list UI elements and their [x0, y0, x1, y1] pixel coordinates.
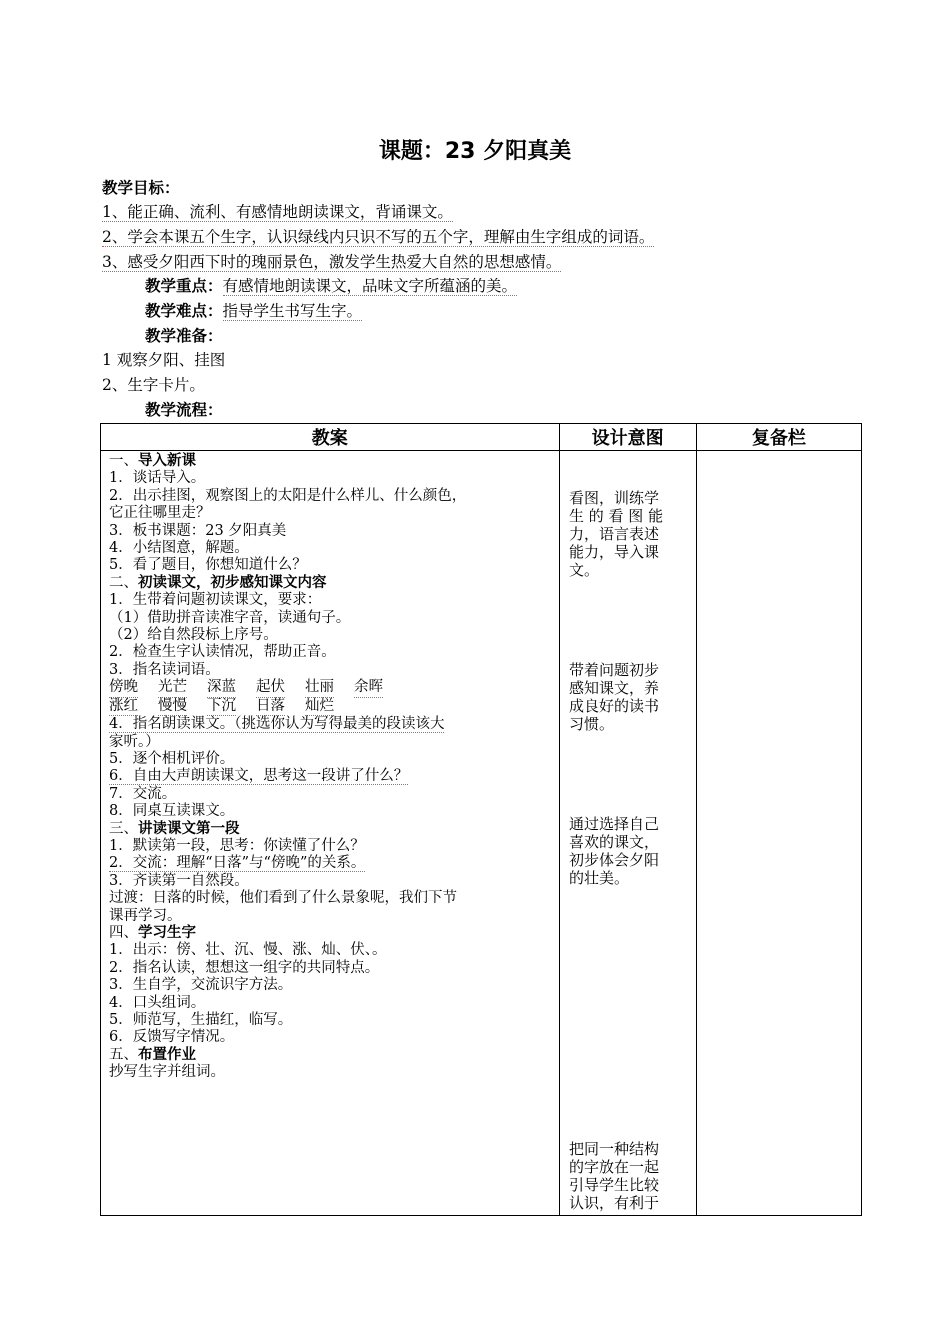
lesson-table — [100, 423, 862, 1216]
lesson-plan-cell — [101, 451, 560, 1216]
word-list-row-1: 傍晚 光芒 深蓝 起伏 壮丽 余晖 — [109, 679, 551, 697]
list-item: 3．齐读第一自然段。 — [109, 872, 249, 889]
list-item: 抄写生字并组词。 — [109, 1064, 225, 1081]
list-item: 6．反馈写字情况。 — [109, 1029, 235, 1046]
preparation-item-2: 2、生字卡片。 — [102, 376, 205, 394]
list-item: 家听。） — [109, 733, 160, 750]
process-heading: 教学流程： — [145, 401, 223, 419]
section-heading: 四、学习生字 — [109, 924, 196, 941]
list-item: 2．检查生字认读情况，帮助正音。 — [109, 644, 336, 661]
list-item: 4．小结图意，解题。 — [109, 540, 249, 557]
list-item: 6．自由大声朗读课文，思考这一段讲了什么？ — [109, 768, 409, 785]
list-item: 课再学习。 — [109, 907, 182, 924]
list-item: （1）借助拼音读准字音，读通句子。 — [109, 609, 351, 626]
list-item: 5．师范写，生描红，临写。 — [109, 1012, 293, 1028]
list-item: 5．看了题目，你想知道什么？ — [109, 557, 307, 574]
design-note-3: 通过选择自己 喜欢的课文， 初步体会夕阳 的壮美。 — [569, 815, 660, 887]
list-item: 过渡：日落的时候，他们看到了什么景象呢，我们下节 — [109, 890, 457, 907]
table-body-row — [101, 451, 862, 1216]
header-design-intent: 设计意图 — [559, 424, 696, 451]
review-cell — [696, 451, 861, 1216]
page-title: 课题：23 夕阳真美 — [378, 139, 572, 164]
list-item: 1．出示：傍、壮、沉、慢、涨、灿、伏、。 — [109, 942, 387, 959]
list-item: 3．生自学，交流识字方法。 — [109, 977, 293, 994]
list-item: 它正往哪里走？ — [109, 505, 211, 522]
objective-1: 1、能正确、流利、有感情地朗读课文，背诵课文。 — [102, 203, 453, 221]
list-item: （2）给自然段标上序号。 — [109, 627, 278, 644]
header-review: 复备栏 — [696, 424, 861, 451]
list-item: 1．生带着问题初读课文，要求： — [109, 592, 322, 609]
list-item: 4．指名朗读课文。（挑选你认为写得最美的段读该大 — [109, 716, 445, 733]
list-item: 2．交流：理解“日落”与“傍晚”的关系。 — [109, 855, 366, 872]
list-item: 2．指名认读，想想这一组字的共同特点。 — [109, 959, 380, 976]
list-item: 2．出示挂图，观察图上的太阳是什么样儿、什么颜色， — [109, 487, 467, 504]
list-item: 3．板书课题：23 夕阳真美 — [109, 522, 287, 539]
objective-2: 2、学会本课五个生字，认识绿线内只识不写的五个字，理解由生字组成的词语。 — [102, 228, 655, 246]
section-heading: 一、导入新课 — [109, 453, 196, 469]
list-item: 3．指名读词语。 — [109, 661, 220, 678]
objectives-heading: 教学目标： — [102, 179, 180, 197]
difficulty: 教学难点：指导学生书写生字。 — [145, 302, 363, 320]
list-item: 1．谈话导入。 — [109, 470, 206, 487]
section-heading: 五、布置作业 — [109, 1046, 196, 1063]
key-point: 教学重点：有感情地朗读课文，品味文字所蕴涵的美。 — [145, 277, 518, 295]
list-item: 5．逐个相机评价。 — [109, 750, 235, 767]
header-lesson-plan: 教案 — [101, 424, 560, 451]
design-note-1: 看图，训练学 生 的 看 图 能 力，语言表述 能力，导入课 文。 — [569, 489, 664, 579]
list-item: 7．交流。 — [109, 785, 177, 802]
section-heading: 三、讲读课文第一段 — [109, 820, 240, 837]
table-header-row — [101, 424, 862, 451]
section-heading: 二、初读课文，初步感知课文内容 — [109, 574, 327, 591]
preparation-heading: 教学准备： — [145, 327, 223, 345]
design-note-4: 把同一种结构 的字放在一起 引导学生比较 认识，有利于 — [569, 1140, 660, 1212]
list-item: 4．口头组词。 — [109, 994, 206, 1011]
list-item: 8．同桌互读课文。 — [109, 803, 235, 820]
design-note-2: 带着问题初步 感知课文，养 成良好的读书 习惯。 — [569, 661, 660, 733]
list-item: 1．默读第一段，思考：你读懂了什么？ — [109, 837, 365, 854]
preparation-item-1: 1 观察夕阳、挂图 — [102, 351, 226, 369]
objective-3: 3、感受夕阳西下时的瑰丽景色，激发学生热爱大自然的思想感情。 — [102, 253, 562, 271]
word-list-row-2: 涨红 慢慢 下沉 日落 灿烂 — [109, 698, 551, 716]
